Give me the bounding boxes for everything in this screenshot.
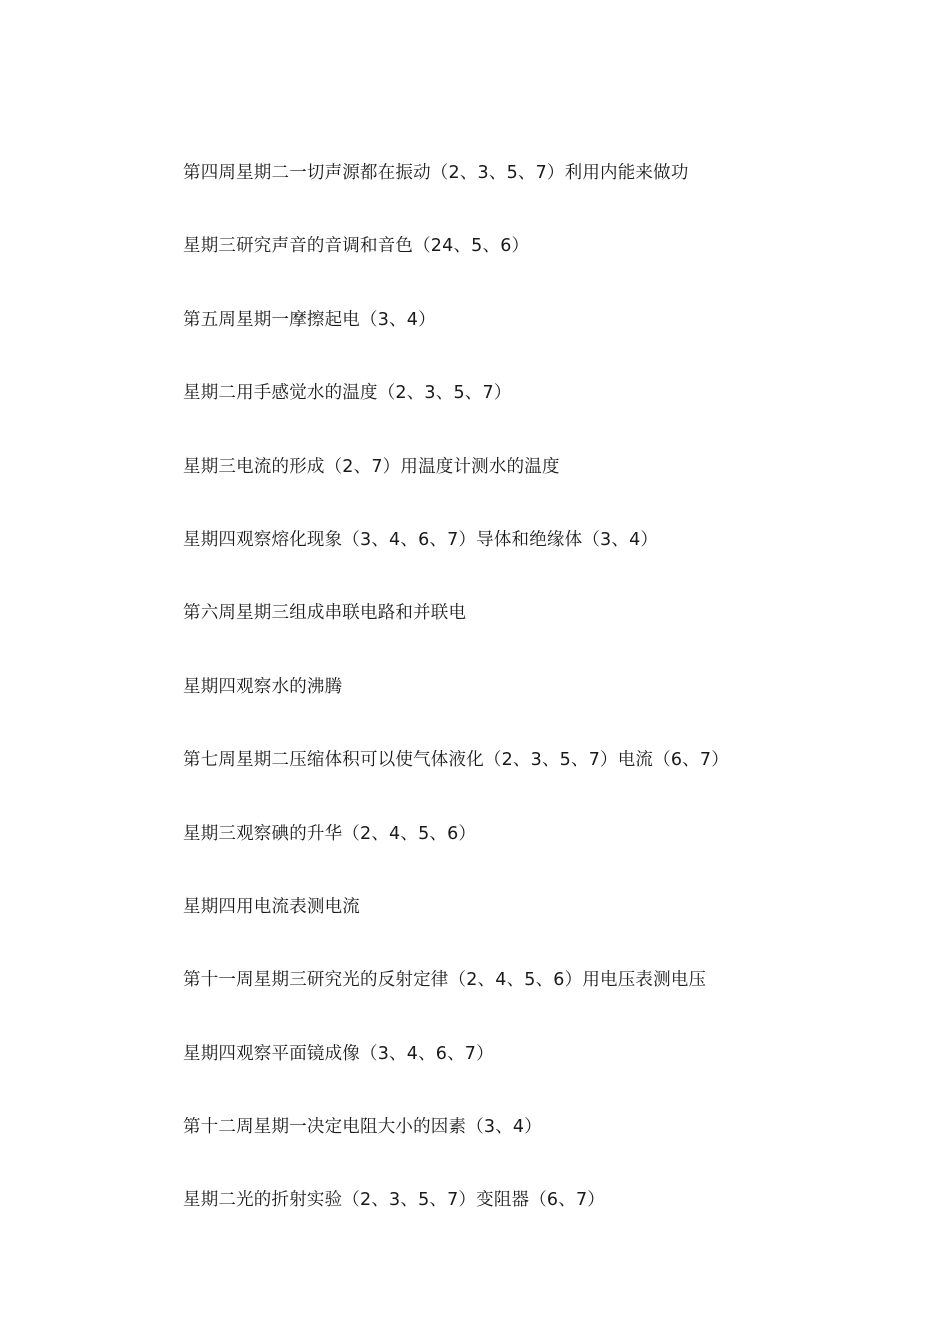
schedule-line: 第六周星期三组成串联电路和并联电 [183, 603, 467, 624]
schedule-line: 星期四观察平面镜成像（3、4、6、7） [183, 1043, 494, 1064]
schedule-line: 第十一周星期三研究光的反射定律（2、4、5、6）用电压表测电压 [183, 970, 707, 991]
schedule-line: 星期四用电流表测电流 [183, 896, 360, 917]
schedule-line: 星期三电流的形成（2、7）用温度计测水的温度 [183, 456, 560, 477]
schedule-line: 星期二光的折射实验（2、3、5、7）变阻器（6、7） [183, 1190, 606, 1211]
schedule-line: 第十二周星期一决定电阻大小的因素（3、4） [183, 1117, 542, 1138]
schedule-lines [183, 160, 883, 1261]
schedule-line: 星期二用手感觉水的温度（2、3、5、7） [183, 383, 512, 404]
schedule-line: 星期三研究声音的音调和音色（24、5、6） [183, 236, 530, 257]
schedule-line: 第四周星期二一切声源都在振动（2、3、5、7）利用内能来做功 [183, 163, 689, 183]
schedule-line: 第五周星期一摩擦起电（3、4） [183, 309, 436, 330]
schedule-line: 星期三观察碘的升华（2、4、5、6） [183, 823, 477, 844]
schedule-line: 星期四观察水的沸腾 [183, 676, 343, 697]
schedule-line: 星期四观察熔化现象（3、4、6、7）导体和绝缘体（3、4） [183, 529, 659, 550]
schedule-line: 第七周星期二压缩体积可以使气体液化（2、3、5、7）电流（6、7） [183, 750, 729, 771]
